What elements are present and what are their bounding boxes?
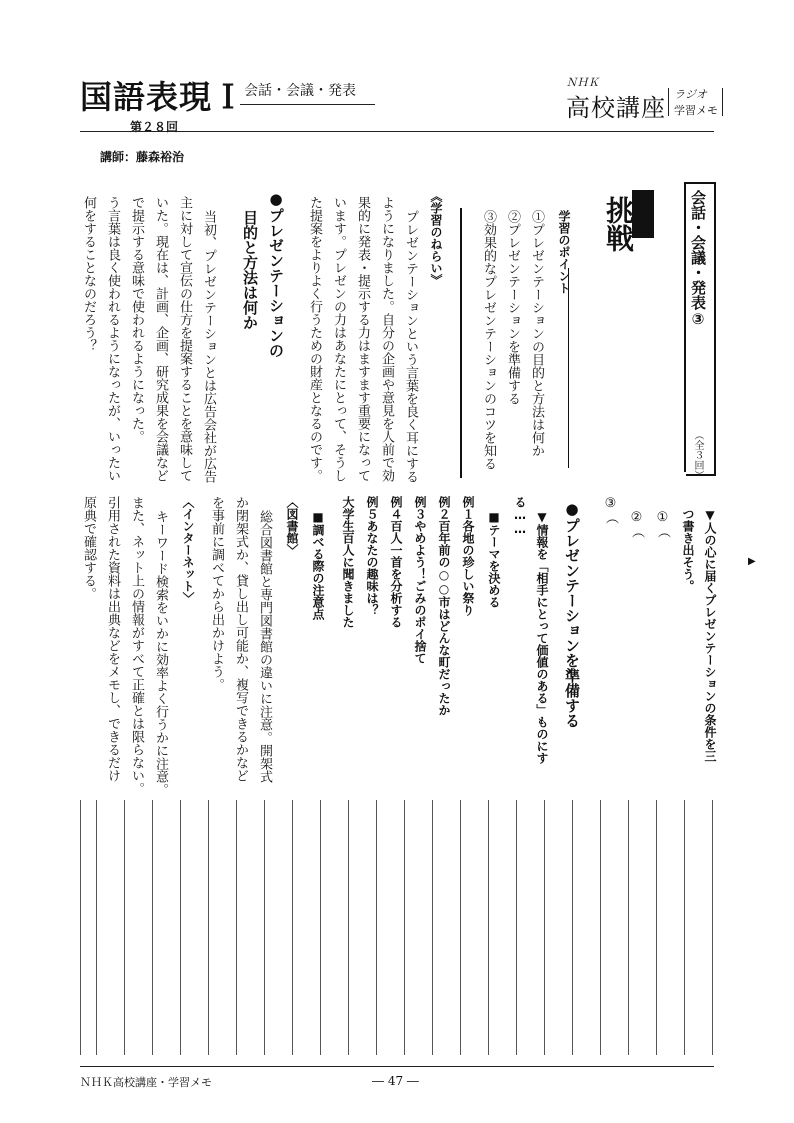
note-line — [348, 800, 349, 1055]
theme-heading: ■テーマを決める — [487, 510, 501, 608]
memo-divider — [722, 88, 723, 116]
note-line — [572, 800, 573, 1055]
page-number: ― 47 ― — [372, 1074, 419, 1088]
note-line — [80, 800, 81, 1055]
section2-sub-1b: る…… — [513, 496, 527, 536]
internet-label: 〈インターネット〉 — [181, 496, 195, 604]
note-line — [460, 800, 461, 1055]
note-line — [600, 800, 601, 1055]
episode-number: 第２８回 — [130, 120, 179, 134]
section1-line-1: 当初、プレゼンテーションとは広告会社が広告 — [201, 210, 216, 483]
memo-label-memo: 学習メモ — [674, 104, 718, 117]
internet-line-3: 引用された資料は出典などをメモし、できるだけ — [105, 496, 120, 782]
example-5b: 大学生百人に聞きました — [341, 496, 355, 628]
page-subtitle: 会話・会議・発表 — [244, 83, 356, 99]
note-line — [96, 800, 97, 1055]
example-1: 例１各地の珍しい祭り — [461, 496, 475, 616]
note-line — [208, 800, 209, 1055]
footer-brand: ＮＨＫ高校講座・学習メモ — [80, 1076, 212, 1089]
point-item-2: ②プレゼンテーションを準備する — [505, 210, 520, 405]
brand-divider — [668, 88, 669, 116]
aim-heading: 《学習のねらい》 — [429, 190, 443, 286]
section1-heading-2: 目的と方法は何か — [241, 210, 259, 330]
nhk-logo: ＮＨＫ — [566, 76, 599, 89]
aim-rule — [460, 208, 462, 478]
series-title: 会話・会議・発表③ — [689, 190, 707, 328]
example-4: 例４百人一首を分析する — [389, 496, 403, 628]
note-line — [404, 800, 405, 1055]
note-line — [488, 800, 489, 1055]
task-blank-2[interactable]: ②（ — [629, 510, 644, 538]
section1-heading-1: ●プレゼンテーションの — [267, 190, 285, 358]
aim-line-1: プレゼンテーションという言葉を良く耳にする — [403, 210, 418, 483]
library-label: 〈図書館〉 — [285, 496, 299, 556]
task-heading-2: つ書き出そう。 — [681, 508, 695, 592]
note-line — [656, 800, 657, 1055]
aim-line-2: ようになりました。自分の企画や意見を人前で効 — [379, 196, 394, 482]
note-line — [712, 800, 713, 1055]
task-blank-1[interactable]: ①（ — [655, 510, 670, 538]
note-line — [124, 800, 125, 1055]
section1-line-3: いた。現在は、計画、企画、研究成果を会議など — [153, 196, 168, 482]
library-line-2: か閉架式か、貸し出し可能か、複写できるかなど — [233, 496, 248, 782]
aim-line-5: た提案をよりよく行うための財産となるのです。 — [307, 196, 322, 482]
aim-line-4: います。プレゼンの力はあなたにとって、そうし — [331, 196, 346, 482]
brand-title: 高校講座 — [566, 94, 666, 122]
note-line — [544, 800, 545, 1055]
point-item-3: ③効果的なプレゼンテーションのコツを知る — [481, 210, 496, 470]
example-3: 例３やめよう！ごみのポイ捨て — [413, 496, 427, 664]
points-heading: 学習のポイント — [557, 210, 571, 294]
section2-sub-1: ▼情報を「相手にとって価値のある」ものにす — [535, 510, 549, 764]
footer-divider — [80, 1066, 714, 1067]
note-line — [376, 800, 377, 1055]
library-line-3: を事前に調べてから出かけよう。 — [209, 496, 224, 691]
series-total: （全３回） — [692, 430, 703, 480]
note-line — [180, 800, 181, 1055]
challenge-label: 挑戦 — [602, 196, 635, 252]
note-line — [684, 800, 685, 1055]
note-line — [264, 800, 265, 1055]
note-line — [628, 800, 629, 1055]
page-title: 国語表現Ｉ — [80, 78, 246, 116]
subtitle-underline — [240, 104, 375, 105]
section1-line-4: で提示する意味で使われるようになった。 — [129, 196, 144, 443]
note-line — [516, 800, 517, 1055]
task-blank-3[interactable]: ③（ — [603, 496, 618, 524]
instructor-name: 講師：藤森裕治 — [100, 150, 185, 164]
note-line — [292, 800, 293, 1055]
section1-line-2: 主に対して宣伝の仕方を提案することを意味して — [177, 196, 192, 482]
section1-line-6: 何をすることなのだろう？ — [81, 196, 96, 352]
internet-line-2: また、ネット上の情報がすべて正確とは限らない。 — [129, 496, 144, 795]
internet-line-4: 原典で確認する。 — [81, 496, 96, 600]
note-line — [320, 800, 321, 1055]
library-line-1: 総合図書館と専門図書館の違いに注意。開架式 — [257, 510, 272, 783]
example-5: 例５あなたの趣味は？ — [365, 496, 379, 616]
points-rule — [568, 268, 569, 468]
note-line — [432, 800, 433, 1055]
memo-label-radio: ラジオ — [674, 88, 707, 101]
section2-heading: ●プレゼンテーションを準備する — [563, 500, 581, 728]
section1-line-5: う言葉は良く使われるようになったが、いったい — [105, 196, 120, 482]
internet-line-1: キーワード検索をいかに効率よく行うかに注意。 — [153, 510, 168, 796]
example-2: 例２百年前の○○市はどんな町だったか — [437, 496, 451, 716]
header-divider — [80, 131, 714, 132]
task-heading-1: ▼人の心に届くプレゼンテーションの条件を三 — [703, 508, 717, 762]
point-item-1: ①プレゼンテーションの目的と方法は何か — [529, 210, 544, 457]
note-line — [236, 800, 237, 1055]
research-heading: ■調べる際の注意点 — [311, 510, 325, 620]
aim-line-3: 果的に発表・提示する力はますます重要になって — [355, 196, 370, 482]
note-line — [152, 800, 153, 1055]
continue-marker: ▶ — [748, 556, 756, 567]
